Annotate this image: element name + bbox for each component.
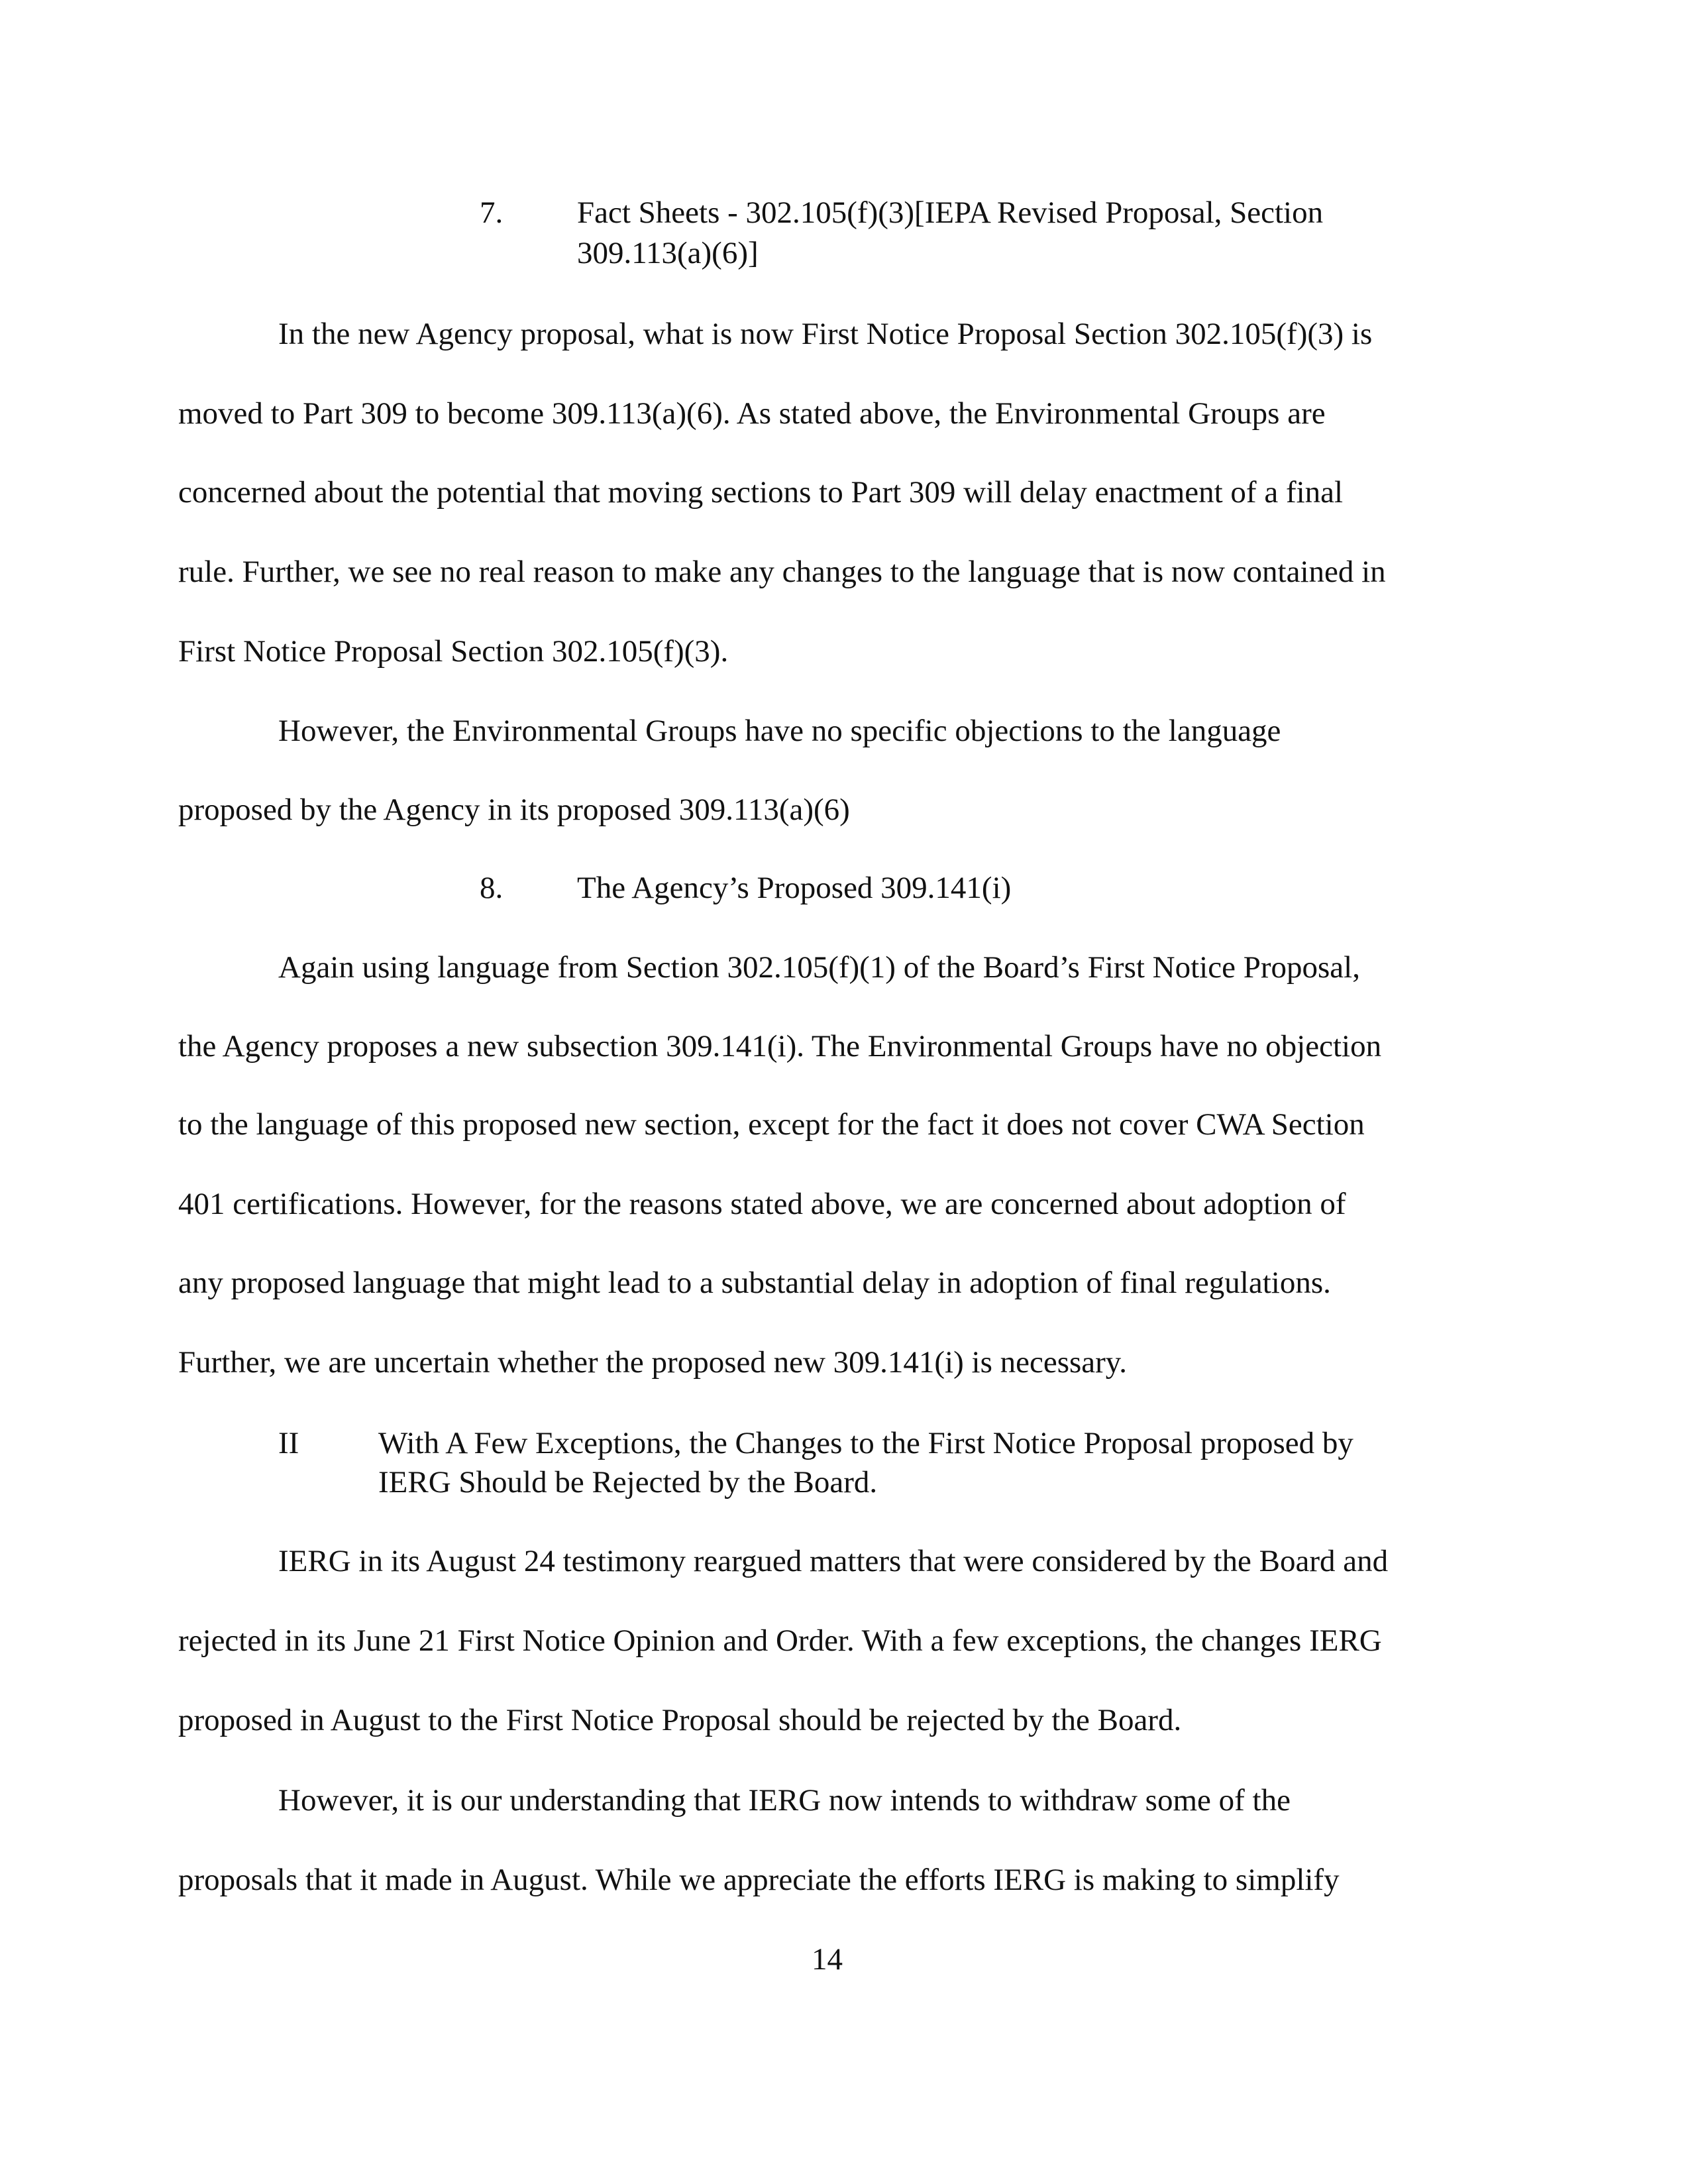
- paragraph-line: concerned about the potential that moving sections to Part 309 will delay enactment of a final: [178, 475, 1344, 510]
- paragraph-line: the Agency proposes a new subsection 309.141(i). The Environmental Groups have no objection: [178, 1029, 1382, 1064]
- page-number: 14: [812, 1942, 843, 1977]
- paragraph-line: However, it is our understanding that IERG now intends to withdraw some of the: [278, 1783, 1291, 1818]
- section-II-title: With A Few Exceptions, the Changes to the First Notice Proposal proposed by: [378, 1426, 1353, 1460]
- paragraph-line: However, the Environmental Groups have no specific objections to the language: [278, 714, 1281, 748]
- section-II-title: IERG Should be Rejected by the Board.: [378, 1465, 878, 1500]
- paragraph-line: rejected in its June 21 First Notice Opinion and Order. With a few exceptions, the changes IERG: [178, 1623, 1382, 1658]
- paragraph-line: Again using language from Section 302.105(f)(1) of the Board’s First Notice Proposal,: [278, 950, 1360, 985]
- section-8-number: 8.: [480, 871, 504, 905]
- section-7-number: 7.: [480, 195, 504, 230]
- paragraph-line: moved to Part 309 to become 309.113(a)(6). As stated above, the Environmental Groups are: [178, 396, 1326, 431]
- section-8-title: The Agency’s Proposed 309.141(i): [577, 871, 1012, 905]
- paragraph-line: Further, we are uncertain whether the proposed new 309.141(i) is necessary.: [178, 1345, 1127, 1380]
- paragraph-line: In the new Agency proposal, what is now First Notice Proposal Section 302.105(f)(3) is: [278, 317, 1373, 351]
- paragraph-line: rule. Further, we see no real reason to make any changes to the language that is now contained in: [178, 555, 1386, 589]
- paragraph-line: First Notice Proposal Section 302.105(f)(3).: [178, 634, 729, 669]
- section-7-title: Fact Sheets - 302.105(f)(3)[IEPA Revised Proposal, Section: [577, 195, 1324, 230]
- section-II-number: II: [278, 1426, 299, 1460]
- paragraph-line: IERG in its August 24 testimony reargued matters that were considered by the Board and: [278, 1544, 1389, 1578]
- paragraph-line: to the language of this proposed new section, except for the fact it does not cover CWA Section: [178, 1107, 1365, 1142]
- paragraph-line: proposed in August to the First Notice Proposal should be rejected by the Board.: [178, 1703, 1182, 1737]
- paragraph-line: 401 certifications. However, for the reasons stated above, we are concerned about adoption of: [178, 1187, 1346, 1221]
- paragraph-line: proposals that it made in August. While we appreciate the efforts IERG is making to simplify: [178, 1863, 1340, 1897]
- section-7-title: 309.113(a)(6)]: [577, 236, 759, 270]
- paragraph-line: any proposed language that might lead to a substantial delay in adoption of final regulations.: [178, 1266, 1331, 1300]
- paragraph-line: proposed by the Agency in its proposed 309.113(a)(6): [178, 792, 850, 827]
